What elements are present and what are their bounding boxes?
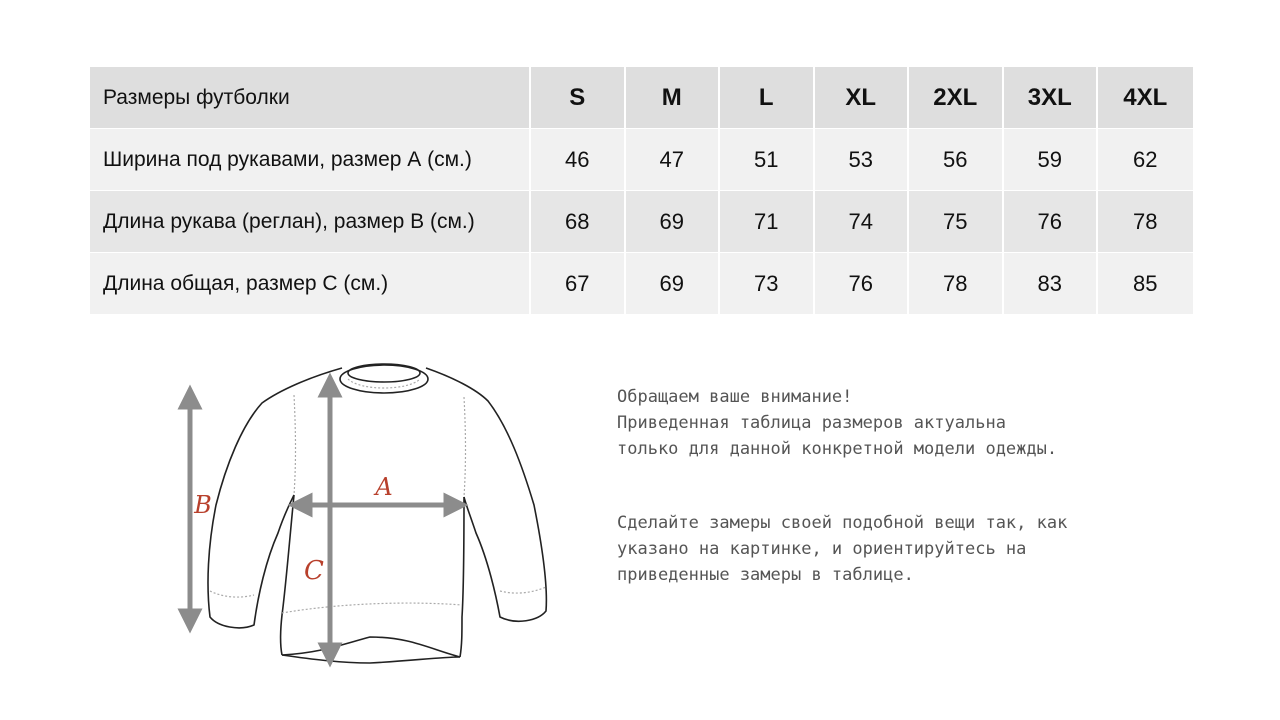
size-header-s: S [531,67,626,129]
table-header-row [90,67,1193,129]
table-row [90,191,1193,253]
table-cell: 78 [1098,191,1193,253]
sweatshirt-diagram [170,355,560,675]
table-cell: 85 [1098,253,1193,315]
table-cell: 74 [815,191,910,253]
table-cell: 76 [1004,191,1099,253]
size-header-3xl: 3XL [1004,67,1099,129]
notes [617,384,1237,588]
note-line: указано на картинке, и ориентируйтесь на [617,539,1027,559]
table-cell: 53 [815,129,910,191]
size-table [90,67,1193,315]
table-row [90,129,1193,191]
size-header-xl: XL [815,67,910,129]
row-label-width: Ширина под рукавами, размер А (см.) [90,129,531,191]
note-line: Приведенная таблица размеров актуальна [617,413,1006,433]
note-line: Обращаем ваше внимание! [617,387,853,407]
label-a: A [375,473,393,501]
sweatshirt-outline [208,364,546,663]
table-cell: 75 [909,191,1004,253]
notes-paragraph-1 [617,384,1237,462]
label-b: B [194,491,212,519]
note-line: приведенные замеры в таблице. [617,565,914,585]
size-header-l: L [720,67,815,129]
table-cell: 67 [531,253,626,315]
table-row [90,253,1193,315]
row-label-length: Длина общая, размер С (см.) [90,253,531,315]
size-header-2xl: 2XL [909,67,1004,129]
size-header-m: M [626,67,721,129]
table-cell: 69 [626,253,721,315]
notes-paragraph-2 [617,510,1237,588]
table-cell: 47 [626,129,721,191]
table-cell: 69 [626,191,721,253]
table-header-label: Размеры футболки [90,67,531,129]
table-cell: 78 [909,253,1004,315]
table-cell: 83 [1004,253,1099,315]
table-cell: 46 [531,129,626,191]
table-cell: 71 [720,191,815,253]
row-label-sleeve: Длина рукава (реглан), размер В (см.) [90,191,531,253]
table-cell: 51 [720,129,815,191]
size-header-4xl: 4XL [1098,67,1193,129]
note-line: Сделайте замеры своей подобной вещи так, как [617,513,1068,533]
table-cell: 73 [720,253,815,315]
table-cell: 59 [1004,129,1099,191]
table-cell: 76 [815,253,910,315]
table-cell: 56 [909,129,1004,191]
note-line: только для данной конкретной модели одежды. [617,439,1058,459]
label-c: C [304,556,324,586]
table-cell: 68 [531,191,626,253]
table-cell: 62 [1098,129,1193,191]
